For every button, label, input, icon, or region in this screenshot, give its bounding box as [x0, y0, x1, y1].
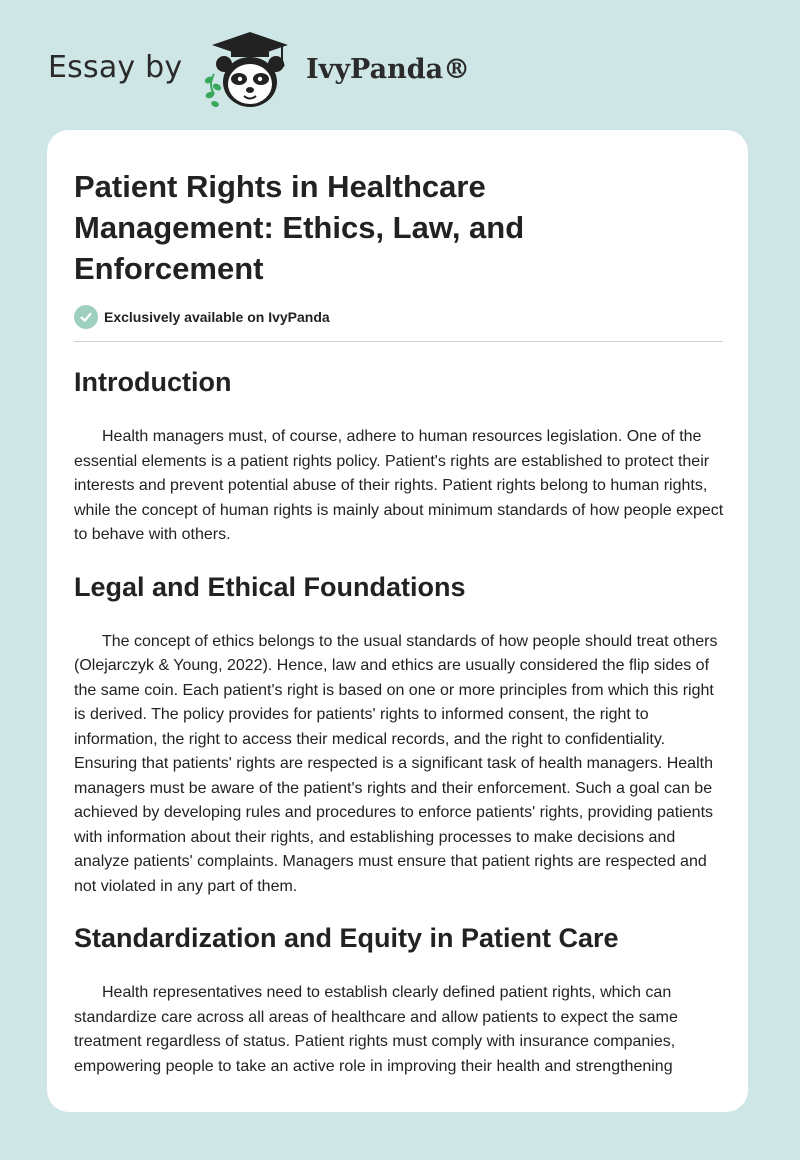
exclusive-badge — [74, 304, 724, 330]
section-heading-legal-ethical: Legal and Ethical Foundations — [74, 571, 466, 602]
section-body-standardization: Health representatives need to establish clearly defined patient rights, which can standardize care across all areas of healthcare and allow patients to expect the same treatment regardless of status. Patient rights must comply with insurance companies, empowering people to take an active role in improving their health and strengthening — [74, 984, 678, 1075]
page-title: Patient Rights in Healthcare Management: Ethics, Law, and Enforcement — [74, 169, 525, 286]
essay-by-label: Essay by — [48, 50, 183, 85]
check-icon — [74, 305, 98, 329]
ivypanda-logo-icon[interactable] — [200, 30, 300, 112]
section-heading-standardization: Standardization and Equity in Patient Care — [74, 923, 619, 953]
section-heading-introduction: Introduction — [74, 367, 232, 397]
essay-card — [47, 130, 748, 1112]
ivypanda-brand-name[interactable]: IvyPanda® — [306, 54, 471, 85]
section-body-introduction: Health managers must, of course, adhere to human resources legislation. One of the essential elements is a patient rights policy. Patient's rights are established to protect their interests and prevent potential abuse of their rights. Patient rights belong to human rights, while the concept of human rights is mainly about minimum standards of how people expect to behave with others. — [74, 428, 724, 543]
essay-content — [74, 166, 724, 1079]
divider — [74, 341, 723, 342]
exclusive-label: Exclusively available on IvyPanda — [104, 309, 330, 325]
section-body-legal-ethical: The concept of ethics belongs to the usual standards of how people should treat others (Olejarczyk & Young, 2022). Hence, law and ethics are usually considered the flip sides of the same coin. Each patient's right is based on one or more principles from which this right is derived. The policy provides for patients' rights to informed consent, the right to information, the right to access their medical records, and the right to confidentiality. Ensuring that patients' rights are respected is a significant task of health managers. Health managers must be aware of the patient's rights and their enforcement. Such a goal can be achieved by developing rules and procedures to enforce patients' rights, providing patients with information about their rights, and establishing processes to make decisions and analyze patients' complaints. Managers must ensure that patient rights are respected and not violated in any part of them. — [74, 632, 718, 895]
brand-header — [0, 0, 800, 130]
